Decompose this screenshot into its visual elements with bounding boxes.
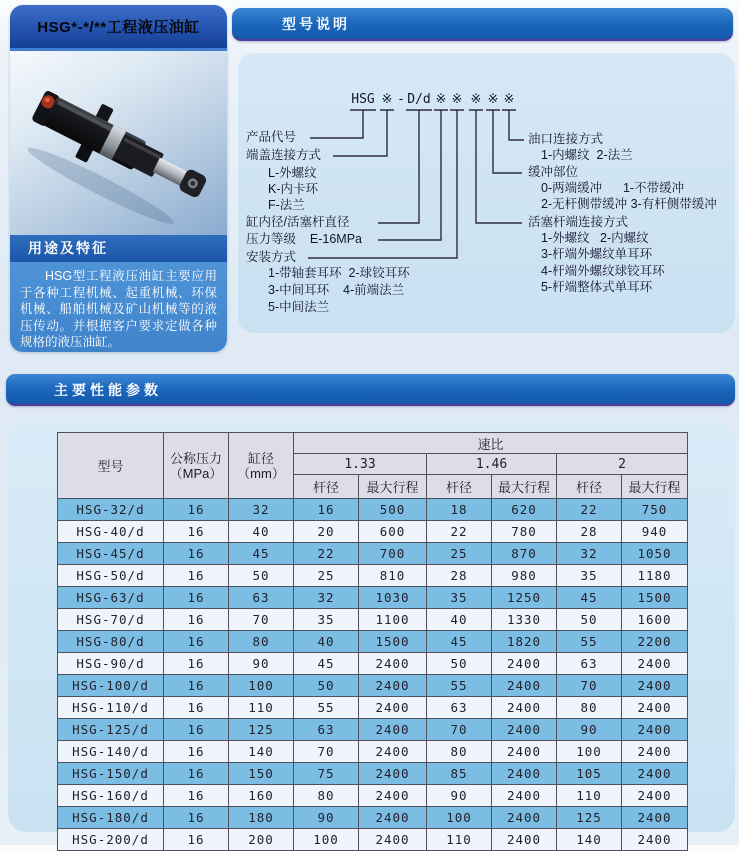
table-row [58,741,688,763]
value-cell: 16 [164,543,229,565]
code-part: ※ [435,92,447,107]
col-header-pressure: 公称压力 （MPa） [164,433,229,499]
label-end-cover: 端盖连接方式 [246,148,322,162]
model-cell: HSG-90/d [58,653,164,675]
table-row [58,609,688,631]
value-cell: 100 [557,741,622,763]
value-cell: 2400 [359,763,427,785]
model-cell: HSG-200/d [58,829,164,851]
code-part: ※ [470,92,482,107]
value-cell: 125 [557,807,622,829]
label-rod-end-opt: 4-杆端外螺纹球铰耳环 [541,264,665,278]
label-cushion-opt: 2-无杆侧带缓冲 3-有杆侧带缓冲 [541,197,717,211]
model-cell: HSG-40/d [58,521,164,543]
value-cell: 22 [294,543,359,565]
model-cell: HSG-80/d [58,631,164,653]
value-cell: 63 [557,653,622,675]
value-cell: 2400 [622,653,688,675]
value-cell: 750 [622,499,688,521]
value-cell: 2200 [622,631,688,653]
value-cell: 1100 [359,609,427,631]
value-cell: 2400 [622,763,688,785]
usage-features-header: 用途及特征 [10,235,227,262]
value-cell: 28 [557,521,622,543]
value-cell: 80 [229,631,294,653]
table-row [58,653,688,675]
value-cell: 45 [557,587,622,609]
main-parameters-header: 主要性能参数 [6,374,735,406]
value-cell: 2400 [492,807,557,829]
value-cell: 600 [359,521,427,543]
model-code-diagram [238,53,735,333]
value-cell: 32 [229,499,294,521]
model-explanation-header: 型号说明 [232,8,733,41]
value-cell: 110 [427,829,492,851]
col-header-stroke: 最大行程 [359,475,427,499]
product-title: HSG*-*/**工程液压油缸 [10,5,227,51]
value-cell: 2400 [622,741,688,763]
table-row [58,587,688,609]
value-cell: 16 [164,807,229,829]
product-photo [10,51,227,235]
value-cell: 780 [492,521,557,543]
col-header-ratio: 2 [557,454,688,475]
model-cell: HSG-70/d [58,609,164,631]
value-cell: 1600 [622,609,688,631]
label-mounting: 安装方式 [246,250,297,264]
value-cell: 980 [492,565,557,587]
value-cell: 75 [294,763,359,785]
value-cell: 80 [294,785,359,807]
value-cell: 90 [427,785,492,807]
value-cell: 32 [557,543,622,565]
value-cell: 1030 [359,587,427,609]
value-cell: 2400 [359,719,427,741]
value-cell: 2400 [492,675,557,697]
value-cell: 16 [164,631,229,653]
model-cell: HSG-63/d [58,587,164,609]
value-cell: 160 [229,785,294,807]
value-cell: 2400 [492,829,557,851]
value-cell: 16 [164,499,229,521]
value-cell: 16 [164,719,229,741]
value-cell: 28 [427,565,492,587]
code-part: ※ [487,92,499,107]
model-cell: HSG-45/d [58,543,164,565]
value-cell: 90 [229,653,294,675]
value-cell: 16 [164,697,229,719]
label-mounting-opt: 1-带轴套耳环 2-球铰耳环 [268,266,410,280]
table-row [58,697,688,719]
label-cushion-opt: 0-两端缓冲 1-不带缓冲 [541,181,685,195]
value-cell: 2400 [359,785,427,807]
value-cell: 90 [557,719,622,741]
value-cell: 1330 [492,609,557,631]
value-cell: 70 [229,609,294,631]
value-cell: 1820 [492,631,557,653]
model-cell: HSG-125/d [58,719,164,741]
value-cell: 1180 [622,565,688,587]
value-cell: 2400 [622,719,688,741]
value-cell: 16 [164,785,229,807]
table-row [58,807,688,829]
table-row [58,565,688,587]
value-cell: 105 [557,763,622,785]
model-cell: HSG-100/d [58,675,164,697]
performance-table-panel [8,422,735,847]
model-cell: HSG-140/d [58,741,164,763]
value-cell: 18 [427,499,492,521]
code-part: - [397,92,405,107]
value-cell: 45 [427,631,492,653]
value-cell: 16 [164,609,229,631]
code-part: ※ [381,92,393,107]
model-cell: HSG-110/d [58,697,164,719]
value-cell: 2400 [492,741,557,763]
value-cell: 55 [294,697,359,719]
value-cell: 2400 [492,697,557,719]
value-cell: 22 [557,499,622,521]
model-cell: HSG-50/d [58,565,164,587]
value-cell: 180 [229,807,294,829]
label-rod-end-opt: 5-杆端整体式单耳环 [541,280,653,294]
value-cell: 1050 [622,543,688,565]
value-cell: 1250 [492,587,557,609]
value-cell: 150 [229,763,294,785]
label-rod-end-opt: 1-外螺纹 2-内螺纹 [541,231,649,245]
value-cell: 2400 [492,785,557,807]
value-cell: 620 [492,499,557,521]
value-cell: 16 [164,521,229,543]
label-mounting-opt: 3-中间耳环 4-前端法兰 [268,283,405,297]
table-row [58,521,688,543]
label-end-cover-opt: F-法兰 [268,198,305,212]
value-cell: 125 [229,719,294,741]
code-part: HSG [351,92,375,107]
value-cell: 50 [229,565,294,587]
col-header-stroke: 最大行程 [622,475,688,499]
value-cell: 35 [294,609,359,631]
value-cell: 50 [557,609,622,631]
value-cell: 2400 [492,719,557,741]
value-cell: 16 [294,499,359,521]
code-part: ※ [451,92,463,107]
value-cell: 2400 [359,653,427,675]
value-cell: 2400 [622,807,688,829]
value-cell: 16 [164,675,229,697]
value-cell: 55 [427,675,492,697]
col-header-rod: 杆径 [294,475,359,499]
table-row [58,763,688,785]
performance-table [57,432,688,851]
table-row [58,719,688,741]
label-cushion: 缓冲部位 [528,165,579,179]
value-cell: 16 [164,763,229,785]
value-cell: 90 [294,807,359,829]
table-row [58,543,688,565]
value-cell: 35 [557,565,622,587]
table-row [58,499,688,521]
col-header-ratio: 1.46 [427,454,557,475]
value-cell: 55 [557,631,622,653]
value-cell: 810 [359,565,427,587]
value-cell: 16 [164,741,229,763]
label-product-code: 产品代号 [246,130,297,144]
value-cell: 2400 [622,785,688,807]
model-cell: HSG-150/d [58,763,164,785]
label-pressure-grade: 压力等级 E-16MPa [246,232,362,246]
value-cell: 16 [164,829,229,851]
label-mounting-opt: 5-中间法兰 [268,300,330,314]
value-cell: 20 [294,521,359,543]
model-cell: HSG-160/d [58,785,164,807]
table-row [58,829,688,851]
value-cell: 80 [557,697,622,719]
value-cell: 80 [427,741,492,763]
value-cell: 2400 [359,675,427,697]
value-cell: 940 [622,521,688,543]
value-cell: 45 [229,543,294,565]
value-cell: 700 [359,543,427,565]
value-cell: 2400 [492,653,557,675]
col-header-stroke: 最大行程 [492,475,557,499]
label-rod-end: 活塞杆端连接方式 [528,215,629,229]
label-rod-end-opt: 3-杆端外螺纹单耳环 [541,247,653,261]
col-header-ratio-group: 速比 [294,433,688,454]
value-cell: 2400 [492,763,557,785]
value-cell: 70 [294,741,359,763]
value-cell: 140 [557,829,622,851]
label-end-cover-opt: K-内卡环 [268,182,319,196]
value-cell: 2400 [622,697,688,719]
col-header-rod: 杆径 [427,475,492,499]
model-cell: HSG-180/d [58,807,164,829]
value-cell: 40 [294,631,359,653]
value-cell: 2400 [359,741,427,763]
value-cell: 16 [164,587,229,609]
value-cell: 500 [359,499,427,521]
value-cell: 22 [427,521,492,543]
code-part: ※ [503,92,515,107]
value-cell: 1500 [622,587,688,609]
value-cell: 70 [557,675,622,697]
value-cell: 2400 [359,807,427,829]
value-cell: 85 [427,763,492,785]
col-header-rod: 杆径 [557,475,622,499]
value-cell: 2400 [359,829,427,851]
value-cell: 35 [427,587,492,609]
value-cell: 63 [294,719,359,741]
value-cell: 45 [294,653,359,675]
value-cell: 870 [492,543,557,565]
table-row [58,785,688,807]
col-header-bore: 缸径 （mm） [229,433,294,499]
value-cell: 100 [294,829,359,851]
value-cell: 100 [427,807,492,829]
product-panel [10,5,227,352]
value-cell: 70 [427,719,492,741]
value-cell: 32 [294,587,359,609]
value-cell: 100 [229,675,294,697]
value-cell: 110 [557,785,622,807]
value-cell: 200 [229,829,294,851]
value-cell: 63 [229,587,294,609]
table-body [58,499,688,851]
value-cell: 25 [294,565,359,587]
value-cell: 2400 [622,829,688,851]
usage-features-text: HSG型工程液压油缸主要应用于各种工程机械、起重机械、环保机械、船舶机械及矿山机械等的液压传动。并根据客户要求定做各种规格的液压油缸。 [10,262,227,352]
label-port: 油口连接方式 [528,132,604,146]
col-header-model: 型号 [58,433,164,499]
value-cell: 50 [427,653,492,675]
value-cell: 16 [164,653,229,675]
value-cell: 110 [229,697,294,719]
model-cell: HSG-32/d [58,499,164,521]
code-part: D/d [407,92,431,107]
value-cell: 140 [229,741,294,763]
value-cell: 2400 [359,697,427,719]
value-cell: 40 [427,609,492,631]
table-row [58,631,688,653]
label-end-cover-opt: L-外螺纹 [268,166,317,180]
col-header-ratio: 1.33 [294,454,427,475]
value-cell: 2400 [622,675,688,697]
value-cell: 50 [294,675,359,697]
value-cell: 1500 [359,631,427,653]
value-cell: 63 [427,697,492,719]
table-row [58,675,688,697]
label-bore-rod: 缸内径/活塞杆直径 [246,215,350,229]
value-cell: 25 [427,543,492,565]
hydraulic-cylinder-image [10,51,227,235]
label-port-opt: 1-内螺纹 2-法兰 [541,148,633,162]
value-cell: 40 [229,521,294,543]
value-cell: 16 [164,565,229,587]
